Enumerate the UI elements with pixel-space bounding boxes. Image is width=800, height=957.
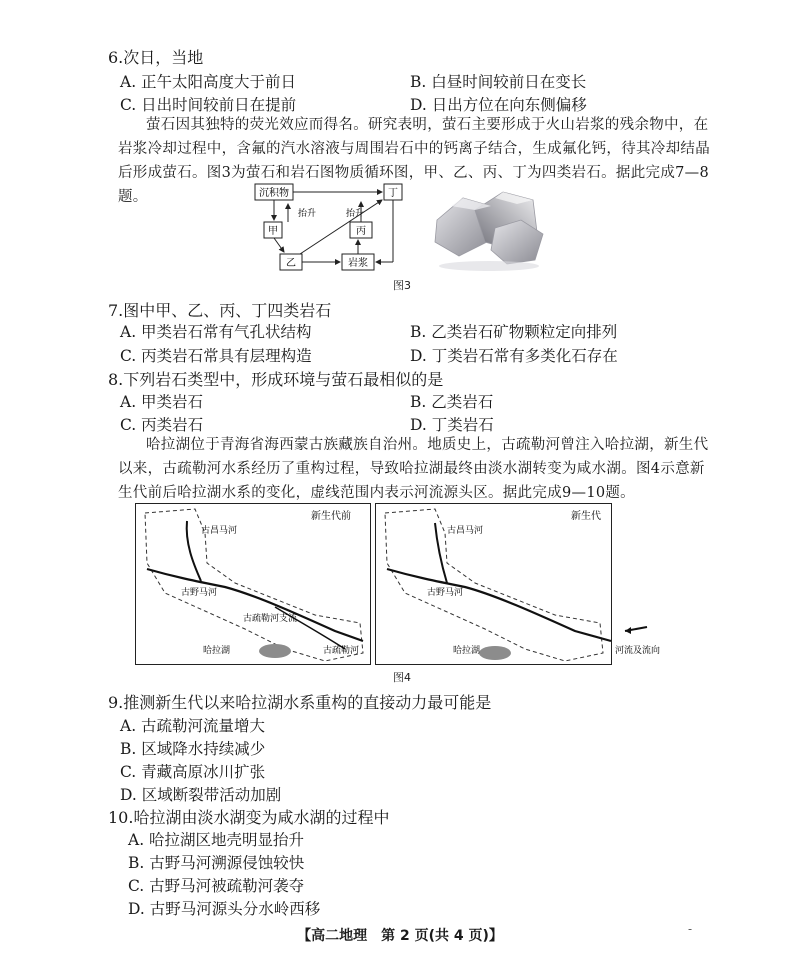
q9-option-c: C. 青藏高原冰川扩张	[120, 763, 266, 781]
map-left-lake: 哈拉湖	[203, 646, 231, 656]
q8-option-b: B. 乙类岩石	[410, 393, 494, 411]
map-right-river1: 古昌马河	[447, 526, 484, 536]
q10-option-a: A. 哈拉湖区地壳明显抬升	[128, 831, 305, 849]
figure-3	[250, 180, 650, 290]
q9-option-b: B. 区域降水持续减少	[120, 740, 266, 758]
q9-stem: 9.推测新生代以来哈拉湖水系重构的直接动力最可能是	[108, 693, 492, 712]
node-yi: 乙	[286, 258, 296, 269]
map-right-river2: 古野马河	[427, 588, 464, 598]
q8-option-d: D. 丁类岩石	[410, 416, 494, 434]
q8-stem: 8.下列岩石类型中，形成环境与萤石最相似的是	[108, 370, 444, 389]
q9-option-a: A. 古疏勒河流量增大	[120, 717, 266, 735]
map-left-river2: 古野马河	[181, 588, 218, 598]
figure-4-caption: 图4	[393, 671, 411, 684]
q7-stem: 7.图中甲、乙、丙、丁四类岩石	[108, 301, 332, 320]
q6-stem: 6.次日，当地	[108, 48, 204, 67]
map-left-river1: 古昌马河	[201, 526, 238, 536]
rock-cycle-diagram	[250, 180, 410, 275]
q8-option-a: A. 甲类岩石	[120, 393, 204, 411]
lift-label-2: 抬升	[346, 209, 365, 219]
lift-label-1: 抬升	[298, 209, 317, 219]
map-left-river4: 古疏勒河	[323, 646, 360, 656]
node-jia: 甲	[268, 226, 278, 237]
q7-option-c: C. 丙类岩石常具有层理构造	[120, 347, 312, 365]
node-magma: 岩浆	[348, 258, 368, 269]
map-right-title: 新生代	[571, 511, 601, 522]
q10-option-b: B. 古野马河溯源侵蚀较快	[128, 854, 305, 872]
figure-3-caption: 图3	[393, 279, 411, 292]
node-ding: 丁	[388, 188, 398, 199]
q10-stem: 10.哈拉湖由淡水湖变为咸水湖的过程中	[108, 808, 390, 827]
page-footer: 【高二地理 第 2 页(共 4 页)】	[297, 928, 503, 944]
q10-option-d: D. 古野马河源头分水岭西移	[128, 900, 321, 918]
map-left-title: 新生代前	[311, 511, 351, 522]
map-legend-flow: 河流及流向	[615, 646, 661, 656]
passage-hala-lake: 哈拉湖位于青海省海西蒙古族藏族自治州。地质史上，古疏勒河曾注入哈拉湖，新生代以来，古疏勒河水系经历了重构过程，导致哈拉湖最终由淡水湖转变为咸水湖。图4示意新生代前后哈拉湖水系的变化，虚线范围内表示河流源头区。据此完成9—10题。	[118, 437, 709, 501]
passage-fluorite: 萤石因其独特的荧光效应而得名。研究表明，萤石主要形成于火山岩浆的残余物中，在岩浆冷却过程中，含氟的汽水溶液与周围岩石中的钙离子结合，生成氟化钙，待其冷却结晶后形成萤石。图3为萤石和岩石图物质循环图，甲、乙、丙、丁为四类岩石。据此完成7—8题。	[118, 117, 710, 205]
q7-option-d: D. 丁类岩石常有多类化石存在	[410, 347, 618, 365]
q6-option-d: D. 日出方位在向东侧偏移	[410, 96, 587, 114]
q6-option-a: A. 正午太阳高度大于前日	[120, 73, 297, 91]
node-sediment: 沉积物	[259, 188, 289, 199]
q9-option-d: D. 区域断裂带活动加剧	[120, 786, 282, 804]
map-cenozoic	[375, 503, 665, 665]
map-left-river3: 古疏勒河支流	[243, 614, 298, 624]
map-right-lake: 哈拉湖	[453, 646, 481, 656]
q10-option-c: C. 古野马河被疏勒河袭夺	[128, 877, 305, 895]
fluorite-photo	[425, 180, 555, 275]
node-bing: 丙	[356, 226, 366, 237]
q7-option-a: A. 甲类岩石常有气孔状结构	[120, 323, 312, 341]
corner-mark: -	[688, 922, 693, 936]
q7-option-b: B. 乙类岩石矿物颗粒定向排列	[410, 323, 618, 341]
map-before-cenozoic	[135, 503, 371, 665]
q6-option-c: C. 日出时间较前日在提前	[120, 96, 297, 114]
q8-option-c: C. 丙类岩石	[120, 416, 204, 434]
figure-4	[135, 503, 665, 665]
q6-option-b: B. 白昼时间较前日在变长	[410, 73, 587, 91]
